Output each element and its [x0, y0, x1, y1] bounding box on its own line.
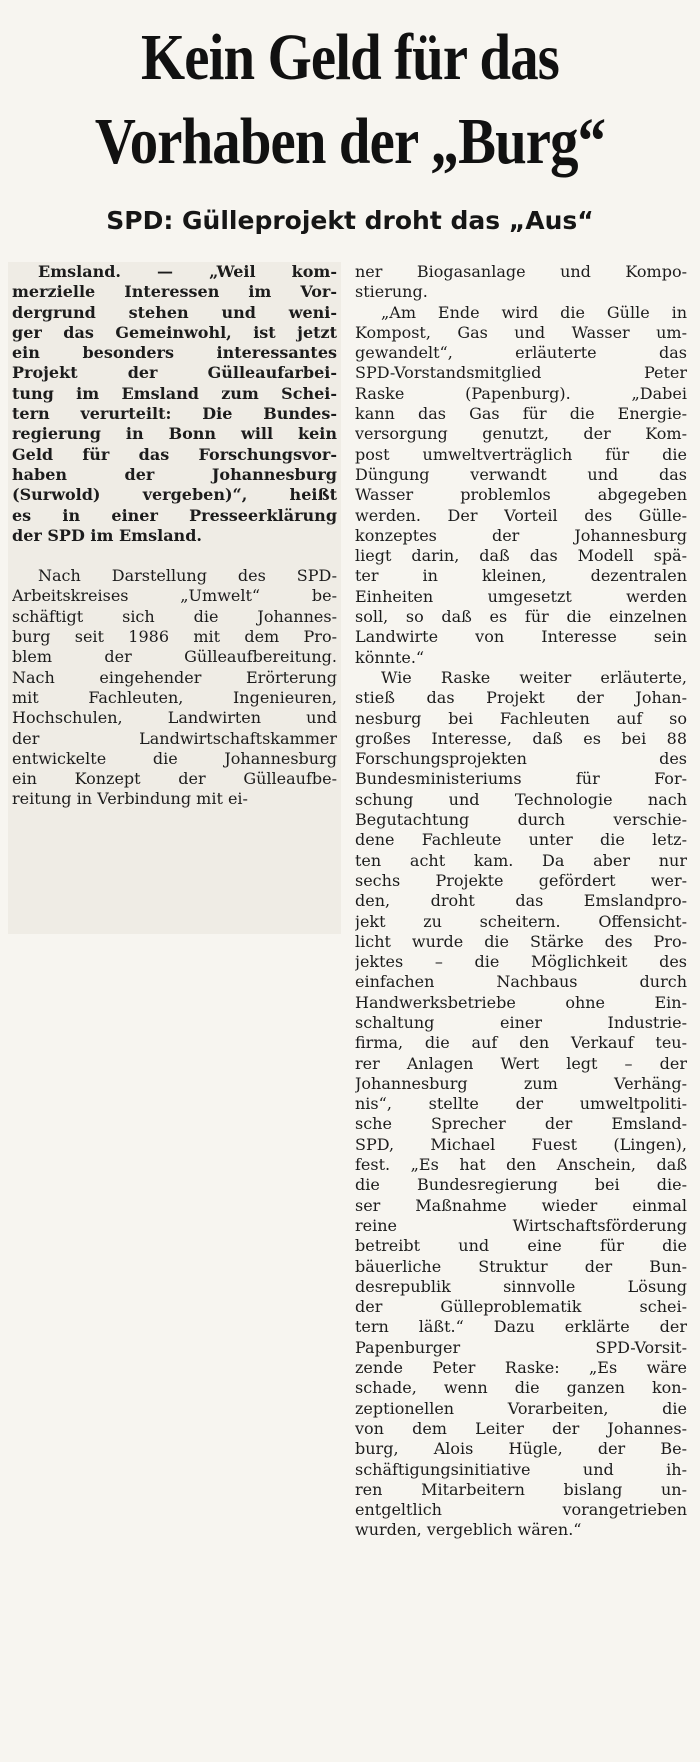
text-line: SPD, Michael Fuest (Lingen),: [355, 1134, 687, 1154]
text-line: Handwerksbetriebe ohne Ein-: [355, 992, 687, 1012]
text-line: post umweltverträglich für die: [355, 444, 687, 464]
text-line: dergrund stehen und weni-: [12, 302, 337, 322]
text-line: Hochschulen, Landwirten und: [12, 708, 337, 728]
text-line: Projekt der Gülleaufarbei-: [12, 363, 337, 383]
text-line: nis“, stellte der umweltpoliti-: [355, 1094, 687, 1114]
text-line: der Gülleproblematik schei-: [355, 1297, 687, 1317]
text-line: schade, wenn die ganzen kon-: [355, 1378, 687, 1398]
text-line: schung und Technologie nach: [355, 789, 687, 809]
text-line: ger das Gemeinwohl, ist jetzt: [12, 322, 337, 342]
text-line: jektes – die Möglichkeit des: [355, 952, 687, 972]
text-line: werden. Der Vorteil des Gülle-: [355, 505, 687, 525]
text-line: SPD-Vorstandsmitglied Peter: [355, 363, 687, 383]
headline: [49, 16, 651, 184]
text-line: könnte.“: [355, 647, 425, 667]
text-line: von dem Leiter der Johannes-: [355, 1418, 687, 1438]
text-line: desrepublik sinnvolle Lösung: [355, 1276, 687, 1296]
text-line: wurden, vergeblich wären.“: [355, 1520, 582, 1540]
text-line: ter in kleinen, dezentralen: [355, 566, 687, 586]
text-line: Begutachtung durch verschie-: [355, 810, 687, 830]
text-line: nesburg bei Fachleuten auf so: [355, 708, 687, 728]
body-paragraph-4: [355, 668, 687, 1541]
text-line: ner Biogasanlage und Kompo-: [355, 262, 687, 281]
text-line: großes Interesse, daß es bei 88: [355, 728, 687, 748]
text-line: versorgung genutzt, der Kom-: [355, 424, 687, 444]
text-line: blem der Gülleaufbereitung.: [12, 647, 337, 667]
text-line: ser Maßnahme wieder einmal: [355, 1195, 687, 1215]
body-paragraph-1: [12, 566, 337, 810]
text-line: liegt darin, daß das Modell spä-: [355, 546, 687, 566]
text-line: entwickelte die Johannesburg: [12, 748, 337, 768]
text-line: tern verurteilt: Die Bundes-: [12, 404, 337, 424]
text-line: rer Anlagen Wert legt – der: [355, 1053, 687, 1073]
text-line: den, droht das Emslandpro-: [355, 891, 687, 911]
text-line: schaltung einer Industrie-: [355, 1012, 687, 1032]
text-line: regierung in Bonn will kein: [12, 424, 337, 444]
paragraph-gap: [12, 546, 337, 566]
text-line: stierung.: [355, 282, 428, 302]
text-line: Landwirte von Interesse sein: [355, 627, 687, 647]
text-line: zeptionellen Vorarbeiten, die: [355, 1398, 687, 1418]
text-line: schäftigt sich die Johannes-: [12, 606, 337, 626]
text-line: der SPD im Emsland.: [12, 525, 202, 545]
text-line: Nach eingehender Erörterung: [12, 667, 337, 687]
text-line: Bundesministeriums für For-: [355, 769, 687, 789]
text-line: burg seit 1986 mit dem Pro-: [12, 627, 337, 647]
text-line: reine Wirtschaftsförderung: [355, 1215, 687, 1235]
text-line: die Bundesregierung bei die-: [355, 1175, 687, 1195]
text-line: reitung in Verbindung mit ei-: [12, 789, 248, 809]
body-paragraph-3: [355, 303, 687, 668]
text-line: sche Sprecher der Emsland-: [355, 1114, 687, 1134]
text-line: Kompost, Gas und Wasser um-: [355, 322, 687, 342]
text-line: betreibt und eine für die: [355, 1236, 687, 1256]
text-line: gewandelt“, erläuterte das: [355, 343, 687, 363]
text-line: licht wurde die Stärke des Pro-: [355, 931, 687, 951]
body-paragraph-2: [355, 262, 687, 303]
text-line: schäftigungsinitiative und ih-: [355, 1459, 687, 1479]
text-line: kann das Gas für die Energie-: [355, 404, 687, 424]
text-line: tern läßt.“ Dazu erklärte der: [355, 1317, 687, 1337]
text-line: Einheiten umgesetzt werden: [355, 586, 687, 606]
text-line: stieß das Projekt der Johan-: [355, 688, 687, 708]
text-line: Raske (Papenburg). „Dabei: [355, 383, 687, 403]
text-line: konzeptes der Johannesburg: [355, 525, 687, 545]
text-line: ein Konzept der Gülleaufbe-: [12, 769, 337, 789]
text-line: Johannesburg zum Verhäng-: [355, 1073, 687, 1093]
text-line: sechs Projekte gefördert wer-: [355, 870, 687, 890]
text-line: mit Fachleuten, Ingenieuren,: [12, 687, 337, 707]
text-line: entgeltlich vorangetrieben: [355, 1500, 687, 1520]
text-line: es in einer Presseerklärung: [12, 505, 337, 525]
subheadline: SPD: Gülleprojekt droht das „Aus“: [106, 206, 594, 235]
text-line: Papenburger SPD-Vorsit-: [355, 1337, 687, 1357]
text-line: Arbeitskreises „Umwelt“ be-: [12, 586, 337, 606]
text-line: dene Fachleute unter die letz-: [355, 830, 687, 850]
headline-line-2: Vorhaben der „Burg“: [94, 105, 606, 178]
text-line: Nach Darstellung des SPD-: [38, 566, 337, 586]
text-line: Wasser problemlos abgegeben: [355, 485, 687, 505]
text-line: burg, Alois Hügle, der Be-: [355, 1439, 687, 1459]
headline-line-1: Kein Geld für das: [141, 21, 559, 94]
text-line: „Am Ende wird die Gülle in: [381, 302, 687, 322]
text-line: der Landwirtschaftskammer: [12, 728, 337, 748]
lead-paragraph: [12, 262, 337, 546]
text-line: zende Peter Raske: „Es wäre: [355, 1358, 687, 1378]
text-line: Wie Raske weiter erläuterte,: [381, 667, 687, 687]
left-column: [12, 262, 337, 810]
text-line: merzielle Interessen im Vor-: [12, 282, 337, 302]
text-line: jekt zu scheitern. Offensicht-: [355, 911, 687, 931]
text-line: Forschungsprojekten des: [355, 749, 687, 769]
text-line: haben der Johannesburg: [12, 464, 337, 484]
text-line: Geld für das Forschungsvor-: [12, 444, 337, 464]
text-line: bäuerliche Struktur der Bun-: [355, 1256, 687, 1276]
text-line: einfachen Nachbaus durch: [355, 972, 687, 992]
text-line: ein besonders interessantes: [12, 343, 337, 363]
right-column: [355, 262, 687, 1541]
text-line: firma, die auf den Verkauf teu-: [355, 1033, 687, 1053]
text-line: Emsland. — „Weil kom-: [38, 262, 337, 281]
text-line: fest. „Es hat den Anschein, daß: [355, 1155, 687, 1175]
text-line: tung im Emsland zum Schei-: [12, 383, 337, 403]
text-line: soll, so daß es für die einzelnen: [355, 607, 687, 627]
text-line: ren Mitarbeitern bislang un-: [355, 1479, 687, 1499]
text-line: Düngung verwandt und das: [355, 464, 687, 484]
text-line: ten acht kam. Da aber nur: [355, 850, 687, 870]
text-line: (Surwold) vergeben)“, heißt: [12, 485, 337, 505]
